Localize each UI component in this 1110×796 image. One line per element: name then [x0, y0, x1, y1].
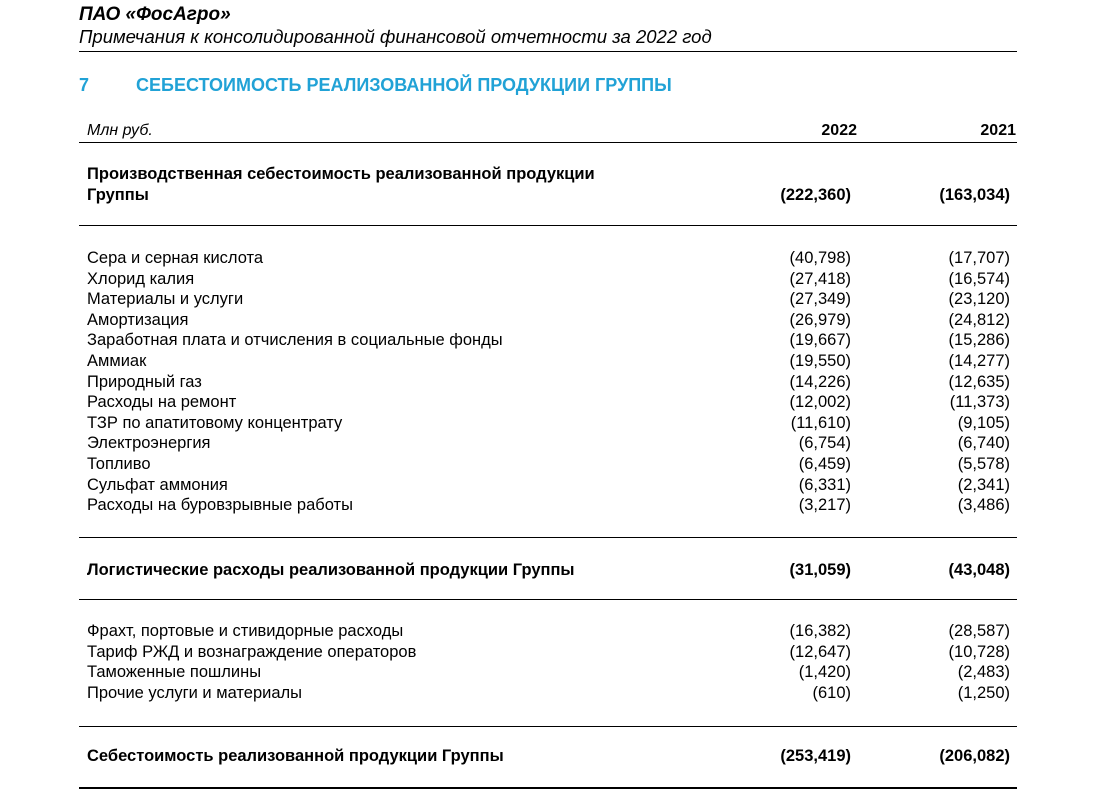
- row-value-2021: (1,250): [957, 683, 1010, 702]
- row-value-2022: (26,979): [789, 310, 851, 329]
- production-items-divider: [79, 537, 1017, 538]
- row-label: Таможенные пошлины: [87, 663, 262, 682]
- table-row: [87, 475, 1017, 496]
- report-subtitle: Примечания к консолидированной финансовой отчетности за 2022 год: [79, 26, 712, 47]
- logistics-total-row: [87, 560, 1017, 581]
- row-value-2021: (2,341): [957, 475, 1010, 494]
- row-value-2022: (27,349): [789, 290, 851, 309]
- row-value-2022: (19,667): [789, 331, 851, 350]
- row-value-2022: (610): [812, 683, 851, 702]
- column-header-divider: [79, 142, 1017, 143]
- logistics-total-label: Логистические расходы реализованной продукции Группы: [87, 561, 575, 579]
- table-row: [87, 289, 1017, 310]
- row-label: Электроэнергия: [87, 434, 211, 453]
- row-value-2022: (6,331): [798, 475, 851, 494]
- column-header-2022: 2022: [821, 122, 857, 139]
- row-value-2022: (16,382): [789, 622, 851, 640]
- table-row: [87, 392, 1017, 413]
- row-label: Заработная плата и отчисления в социальные фонды: [87, 331, 503, 350]
- header-divider: [79, 51, 1017, 52]
- logistics-total-2022: (31,059): [789, 561, 851, 579]
- logistics-items-divider: [79, 726, 1017, 727]
- grand-total-2022: (253,419): [780, 747, 851, 765]
- grand-total-2021: (206,082): [939, 747, 1010, 765]
- row-label: Топливо: [87, 455, 151, 473]
- row-label: Сульфат аммония: [87, 475, 228, 494]
- row-value-2021: (3,486): [957, 496, 1010, 515]
- row-label: Аммиак: [87, 352, 147, 370]
- production-total-divider: [79, 225, 1017, 226]
- grand-total-label: Себестоимость реализованной продукции Группы: [87, 747, 504, 765]
- logistics-total-divider: [79, 599, 1017, 600]
- row-value-2022: (40,798): [789, 249, 851, 267]
- row-value-2021: (14,277): [948, 352, 1010, 370]
- table-row: [87, 269, 1017, 290]
- row-value-2022: (27,418): [789, 269, 851, 288]
- row-value-2021: (15,286): [948, 331, 1010, 350]
- table-row: [87, 683, 1017, 704]
- row-value-2022: (14,226): [789, 372, 851, 391]
- row-label: Природный газ: [87, 372, 202, 391]
- production-total-row-line2: [87, 185, 1017, 206]
- table-row: [87, 413, 1017, 434]
- production-total-2021: (163,034): [939, 186, 1010, 204]
- row-value-2021: (17,707): [948, 249, 1010, 267]
- table-row: [87, 454, 1017, 475]
- table-row: [87, 248, 1017, 269]
- row-value-2021: (5,578): [957, 455, 1010, 473]
- table-row: [87, 495, 1017, 516]
- row-value-2021: (2,483): [957, 663, 1010, 682]
- grand-total-divider: [79, 787, 1017, 789]
- row-value-2021: (11,373): [949, 393, 1010, 412]
- grand-total-row: [87, 746, 1017, 767]
- row-label: Амортизация: [87, 310, 189, 329]
- row-label: Расходы на буровзрывные работы: [87, 496, 353, 515]
- production-total-row: [87, 164, 1017, 185]
- unit-label: Млн руб.: [87, 122, 153, 139]
- row-value-2022: (12,647): [789, 642, 851, 661]
- table-row: [87, 621, 1017, 642]
- row-label: Прочие услуги и материалы: [87, 683, 302, 702]
- row-label: ТЗР по апатитовому концентрату: [87, 413, 343, 432]
- table-row: [87, 662, 1017, 683]
- row-value-2022: (6,459): [798, 455, 851, 473]
- section-number: 7: [79, 75, 90, 95]
- table-row: [87, 351, 1017, 372]
- row-label: Фрахт, портовые и стивидорные расходы: [87, 622, 404, 640]
- table-row: [87, 642, 1017, 663]
- row-value-2022: (12,002): [789, 393, 851, 412]
- production-total-label-line2: Группы: [87, 186, 149, 204]
- row-label: Тариф РЖД и вознаграждение операторов: [87, 642, 417, 661]
- row-value-2022: (1,420): [798, 663, 851, 682]
- row-value-2022: (19,550): [789, 352, 851, 370]
- production-total-2022: (222,360): [780, 186, 851, 204]
- logistics-total-2021: (43,048): [948, 561, 1010, 579]
- row-value-2021: (28,587): [948, 622, 1010, 640]
- column-header-2021: 2021: [980, 122, 1016, 139]
- row-value-2021: (12,635): [948, 372, 1010, 391]
- row-value-2022: (6,754): [798, 434, 851, 453]
- company-name: ПАО «ФосАгро»: [79, 4, 231, 25]
- row-value-2022: (3,217): [798, 496, 851, 515]
- row-label: Хлорид калия: [87, 269, 195, 288]
- row-label: Сера и серная кислота: [87, 249, 264, 267]
- row-label: Расходы на ремонт: [87, 393, 237, 412]
- row-value-2021: (16,574): [948, 269, 1010, 288]
- row-value-2021: (23,120): [948, 290, 1010, 309]
- table-row: [87, 372, 1017, 393]
- row-value-2021: (9,105): [957, 413, 1010, 432]
- table-row: [87, 433, 1017, 454]
- section-title: СЕБЕСТОИМОСТЬ РЕАЛИЗОВАННОЙ ПРОДУКЦИИ ГРУППЫ: [136, 75, 672, 95]
- row-label: Материалы и услуги: [87, 290, 244, 309]
- production-total-label-line1: Производственная себестоимость реализованной продукции: [87, 165, 595, 183]
- row-value-2021: (6,740): [957, 434, 1010, 453]
- row-value-2022: (11,610): [790, 413, 851, 432]
- table-row: [87, 330, 1017, 351]
- table-row: [87, 310, 1017, 331]
- row-value-2021: (24,812): [948, 310, 1010, 329]
- row-value-2021: (10,728): [948, 642, 1010, 661]
